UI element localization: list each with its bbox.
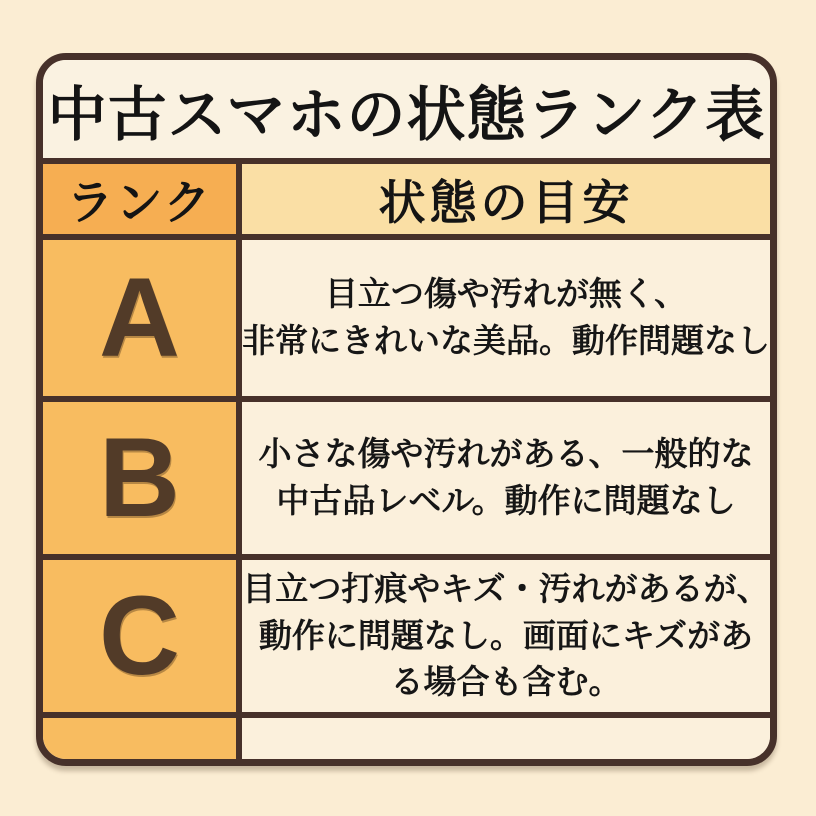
rank-c-description [242,560,770,712]
rank-b-description-line: 小さな傷や汚れがある、一般的な [258,435,754,473]
table-row-rank-b [43,396,770,554]
empty-rank-cell [43,718,242,759]
rank-c-description-line: 目立つ打痕やキズ・汚れがあるが、 [242,569,770,607]
table-row-rank-c [43,554,770,712]
rank-b-description [242,402,770,554]
rank-c-description-line: る場合も含む。 [390,663,622,701]
table-row-rank-a [43,234,770,396]
header-rank-cell: ランク [43,164,242,234]
table-title: 中古スマホの状態ランク表 [43,60,770,158]
rank-a-description-line: 非常にきれいな美品。動作問題なし [242,322,770,359]
rank-b-description-line: 中古品レベル。動作に問題なし [276,482,736,519]
rank-a-letter: A [43,240,242,396]
rank-c-description-line: 動作に問題なし。画面にキズがあ [258,616,754,654]
header-desc-cell: 状態の目安 [242,164,770,234]
rank-a-description [242,240,770,396]
condition-rank-table [36,53,777,766]
table-row-empty [43,712,770,759]
empty-desc-cell [242,718,770,759]
rank-b-letter: B [43,402,242,554]
table-header-row [43,158,770,234]
rank-a-description-line: 目立つ傷や汚れが無く、 [324,275,688,313]
rank-c-letter: C [43,560,242,712]
